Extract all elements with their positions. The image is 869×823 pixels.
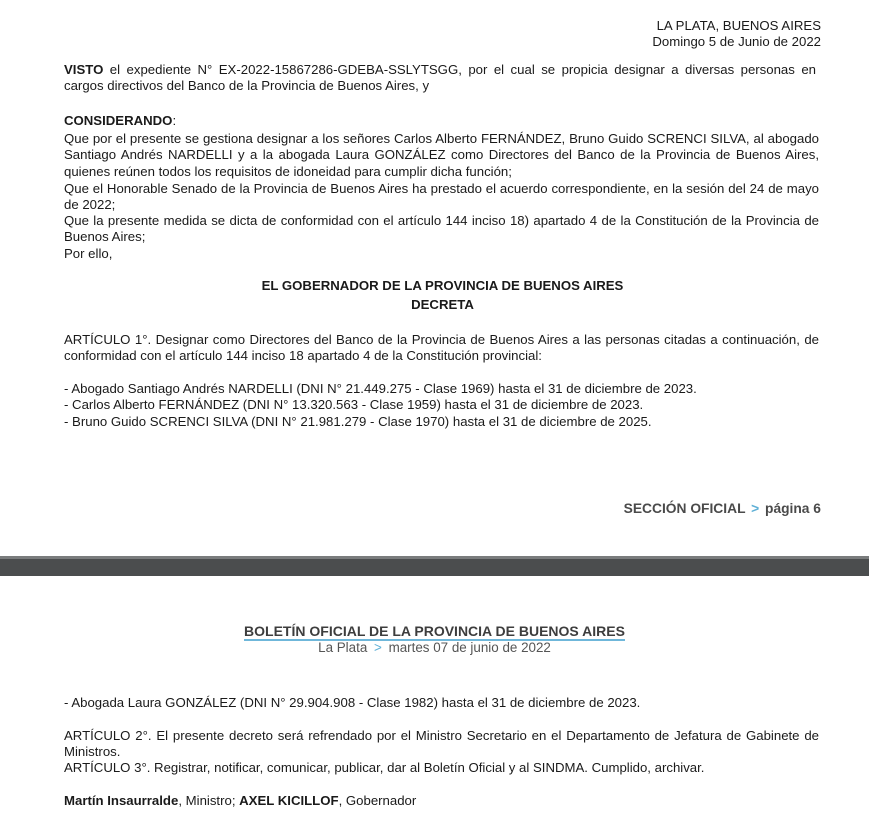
bulletin-title	[0, 623, 869, 641]
minister-name: Martín Insaurralde	[64, 793, 179, 808]
date: Domingo 5 de Junio de 2022	[652, 34, 821, 49]
page-number: página 6	[765, 501, 821, 516]
place-date-header	[64, 18, 821, 50]
considerando-paragraph-1: Que por el presente se gestiona designar a los señores Carlos Alberto FERNÁNDEZ, Bruno Guido SCRENCI SILVA, al abogado Santiago Andrés NARDELLI y a la abogada Laura GONZÁLEZ como Directores del Banco de la Provincia de Buenos Aires, quienes reúnen todos los requisitos de idoneidad para cumplir dicha función;	[64, 131, 819, 179]
visto-paragraph	[64, 62, 816, 95]
page-footer	[624, 501, 821, 516]
signature-line: Martín Insaurralde, Ministro; AXEL KICILLOF, Gobernador	[64, 793, 417, 808]
visto-label: VISTO	[64, 62, 104, 77]
articulo-3-paragraph: ARTÍCULO 3°. Registrar, notificar, comunicar, publicar, dar al Boletín Oficial y al SINDMA. Cumplido, archivar.	[64, 760, 705, 775]
considerando-paragraph-3: Que la presente medida se dicta de conformidad con el artículo 144 inciso 18) apartado 4 de la Constitución de la Provincia de Buenos Aires;	[64, 213, 819, 245]
chevron-right-icon: >	[374, 640, 382, 655]
section-label: SECCIÓN OFICIAL	[623, 501, 746, 516]
bulletin-place: La Plata	[318, 640, 368, 655]
considerando-paragraph-2: Que el Honorable Senado de la Provincia de Buenos Aires ha prestado el acuerdo correspondiente, en la sesión del 24 de mayo de 2022;	[64, 181, 819, 213]
articulo-1-paragraph: ARTÍCULO 1°. Designar como Directores del Banco de la Provincia de Buenos Aires a las personas citadas a continuación, de conformidad con el artículo 144 inciso 18 apartado 4 de la Constitución provincial:	[64, 332, 819, 364]
page-separator	[0, 556, 869, 576]
decree-heading-line2: DECRETA	[411, 297, 474, 313]
place: LA PLATA, BUENOS AIRES	[656, 18, 821, 33]
decree-heading	[64, 278, 821, 314]
list-item: - Abogada Laura GONZÁLEZ (DNI N° 29.904.908 - Clase 1982) hasta el 31 de diciembre de 2023.	[64, 695, 641, 710]
appointee-list	[64, 381, 821, 430]
chevron-right-icon: >	[751, 501, 760, 516]
considerando-heading: CONSIDERANDO:	[64, 113, 177, 128]
considerando-label: CONSIDERANDO	[64, 113, 173, 128]
bulletin-date: martes 07 de junio de 2022	[388, 640, 551, 655]
articulo-2-paragraph: ARTÍCULO 2°. El presente decreto será refrendado por el Ministro Secretario en el Departamento de Jefatura de Gabinete de Ministros.	[64, 728, 819, 760]
list-item: - Carlos Alberto FERNÁNDEZ (DNI N° 13.320.563 - Clase 1959) hasta el 31 de diciembre de 2023.	[64, 397, 644, 413]
bulletin-title-text: BOLETÍN OFICIAL DE LA PROVINCIA DE BUENOS AIRES	[244, 623, 625, 639]
bulletin-subtitle	[0, 640, 869, 655]
list-item: - Bruno Guido SCRENCI SILVA (DNI N° 21.981.279 - Clase 1970) hasta el 31 de diciembre de 2025.	[64, 413, 652, 429]
considerando-paragraph-4: Por ello,	[64, 246, 113, 261]
document-page-2	[0, 576, 869, 823]
visto-text: el expediente N° EX-2022-15867286-GDEBA-SSLYTSGG, por el cual se propicia designar a diversas personas en cargos directivos del Banco de la Provincia de Buenos Aires, y	[64, 62, 816, 94]
governor-name: AXEL KICILLOF	[239, 793, 339, 808]
decree-heading-line1: EL GOBERNADOR DE LA PROVINCIA DE BUENOS AIRES	[261, 278, 624, 293]
list-item: - Abogado Santiago Andrés NARDELLI (DNI N° 21.449.275 - Clase 1969) hasta el 31 de diciembre de 2023.	[64, 381, 697, 396]
